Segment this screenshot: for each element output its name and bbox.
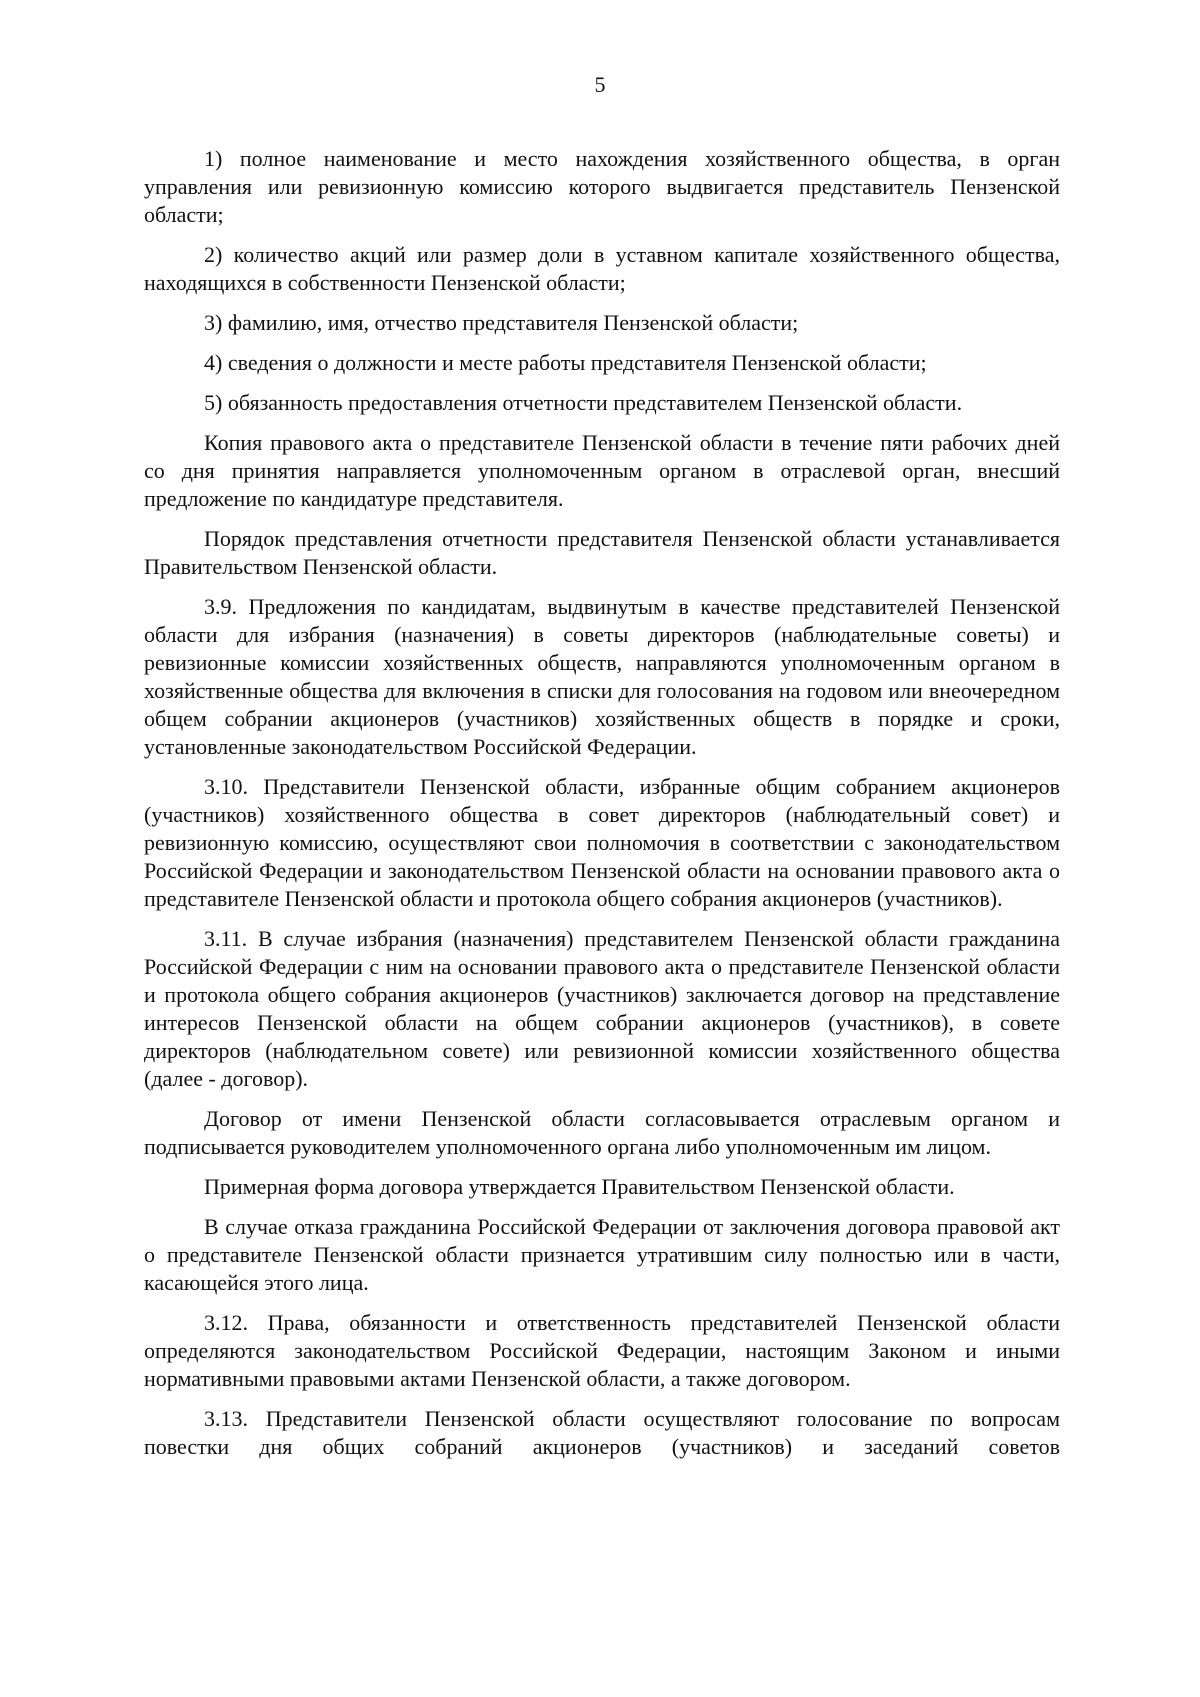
paragraph-contract-form: Примерная форма договора утверждается Правительством Пензенской области. bbox=[204, 1174, 955, 1199]
paragraph-item-1: 1) полное наименование и место нахождения хозяйственного общества, в орган управления или ревизионную комиссию которого выдвигается представитель Пензенской области; bbox=[144, 146, 1060, 227]
paragraph-copy-of-act: Копия правового акта о представителе Пензенской области в течение пяти рабочих дней со дня принятия направляется уполномоченным органом в отраслевой орган, внесший предложение по кандидатуре представителя. bbox=[144, 430, 1060, 511]
paragraph-3-12: 3.12. Права, обязанности и ответственность представителей Пензенской области определяются законодательством Российской Федерации, настоящим Законом и иными нормативными правовыми актами Пензенской области, а также договором. bbox=[144, 1310, 1060, 1391]
paragraph-item-3: 3) фамилию, имя, отчество представителя Пензенской области; bbox=[204, 310, 799, 335]
paragraph-3-11: 3.11. В случае избрания (назначения) представителем Пензенской области гражданина Российской Федерации с ним на основании правового акта о представителе Пензенской области и протокола общего собрания акционеров (участников) заключается договор на представление интересов Пензенской области на общем собрании акционеров (участников), в совете директоров (наблюдательном совете) или ревизионной комиссии хозяйственного общества (далее - договор). bbox=[144, 926, 1060, 1091]
paragraph-reporting-procedure: Порядок представления отчетности представителя Пензенской области устанавливается Правительством Пензенской области. bbox=[144, 526, 1060, 579]
paragraph-refusal: В случае отказа гражданина Российской Федерации от заключения договора правовой акт о представителе Пензенской области признается утратившим силу полностью или в части, касающейся этого лица. bbox=[144, 1214, 1060, 1295]
paragraph-3-9: 3.9. Предложения по кандидатам, выдвинутым в качестве представителей Пензенской области для избрания (назначения) в советы директоров (наблюдательные советы) и ревизионные комиссии хозяйственных обществ, направляются уполномоченным органом в хозяйственные общества для включения в списки для голосования на годовом или внеочередном общем собрании акционеров (участников) хозяйственных обществ в порядке и сроки, установленные законодательством Российской Федерации. bbox=[144, 594, 1060, 759]
paragraph-item-5: 5) обязанность предоставления отчетности представителем Пензенской области. bbox=[204, 390, 963, 415]
document-body bbox=[144, 145, 1060, 1461]
page-number: 5 bbox=[594, 72, 606, 97]
paragraph-item-4: 4) сведения о должности и месте работы представителя Пензенской области; bbox=[204, 350, 927, 375]
paragraph-3-13: 3.13. Представители Пензенской области осуществляют голосование по вопросам повестки дня общих собраний акционеров (участников) и заседаний советов bbox=[144, 1406, 1060, 1459]
paragraph-item-2: 2) количество акций или размер доли в уставном капитале хозяйственного общества, находящихся в собственности Пензенской области; bbox=[144, 242, 1060, 295]
paragraph-contract-approval: Договор от имени Пензенской области согласовывается отраслевым органом и подписывается руководителем уполномоченного органа либо уполномоченным им лицом. bbox=[144, 1106, 1060, 1159]
paragraph-3-10: 3.10. Представители Пензенской области, избранные общим собранием акционеров (участников) хозяйственного общества в совет директоров (наблюдательный совет) и ревизионную комиссию, осуществляют свои полномочия в соответствии с законодательством Российской Федерации и законодательством Пензенской области на основании правового акта о представителе Пензенской области и протокола общего собрания акционеров (участников). bbox=[144, 774, 1060, 911]
